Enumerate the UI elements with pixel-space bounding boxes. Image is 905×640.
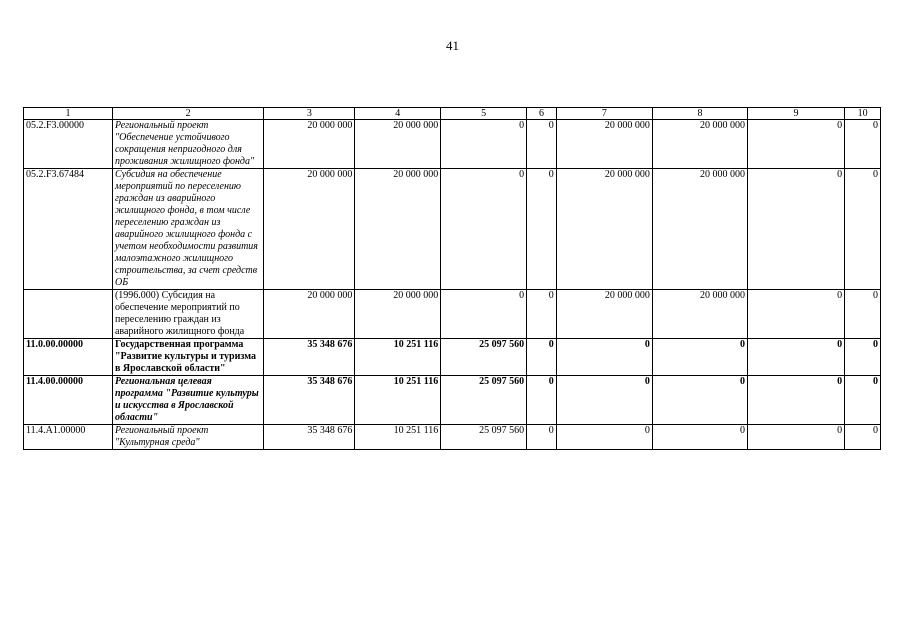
table-row [24, 169, 881, 290]
row-value: 20 000 000 [355, 290, 441, 339]
row-value: 0 [845, 425, 881, 450]
row-value: 0 [845, 339, 881, 376]
row-value: 0 [747, 376, 844, 425]
table-row [24, 339, 881, 376]
row-value: 20 000 000 [652, 290, 747, 339]
row-value: 20 000 000 [264, 169, 355, 290]
column-header: 1 [24, 108, 113, 120]
row-value: 20 000 000 [652, 120, 747, 169]
column-header: 10 [845, 108, 881, 120]
row-value: 0 [747, 339, 844, 376]
row-value: 0 [441, 290, 527, 339]
row-value: 0 [652, 376, 747, 425]
table-row [24, 425, 881, 450]
row-value: 0 [652, 339, 747, 376]
row-value: 35 348 676 [264, 376, 355, 425]
row-name: Региональный проект "Обеспечение устойчивого сокращения непригодного для проживания жилищного фонда" [112, 120, 263, 169]
row-value: 25 097 560 [441, 339, 527, 376]
row-value: 20 000 000 [556, 120, 652, 169]
row-value: 20 000 000 [652, 169, 747, 290]
row-name: (1996.000) Субсидия на обеспечение мероприятий по переселению граждан из аварийного жилищного фонда [112, 290, 263, 339]
row-value: 35 348 676 [264, 425, 355, 450]
row-value: 25 097 560 [441, 425, 527, 450]
row-value: 0 [747, 425, 844, 450]
row-value: 0 [527, 290, 557, 339]
row-value: 20 000 000 [264, 290, 355, 339]
column-header: 5 [441, 108, 527, 120]
page-number: 41 [446, 38, 459, 53]
table-row [24, 376, 881, 425]
table-row [24, 120, 881, 169]
row-value: 0 [441, 120, 527, 169]
row-value: 0 [845, 376, 881, 425]
row-code: 11.0.00.00000 [24, 339, 113, 376]
column-header: 4 [355, 108, 441, 120]
row-value: 20 000 000 [264, 120, 355, 169]
row-code [24, 290, 113, 339]
row-code: 11.4.00.00000 [24, 376, 113, 425]
row-value: 0 [441, 169, 527, 290]
row-value: 0 [527, 376, 557, 425]
row-value: 0 [527, 120, 557, 169]
row-value: 0 [556, 376, 652, 425]
row-value: 20 000 000 [355, 120, 441, 169]
row-value: 0 [747, 169, 844, 290]
row-value: 0 [845, 120, 881, 169]
row-value: 25 097 560 [441, 376, 527, 425]
row-value: 35 348 676 [264, 339, 355, 376]
row-name: Государственная программа "Развитие культуры и туризма в Ярославской области" [112, 339, 263, 376]
column-header: 8 [652, 108, 747, 120]
column-header: 2 [112, 108, 263, 120]
row-name: Региональный проект "Культурная среда" [112, 425, 263, 450]
row-value: 0 [845, 169, 881, 290]
row-value: 0 [556, 425, 652, 450]
row-value: 0 [747, 120, 844, 169]
row-value: 0 [527, 339, 557, 376]
column-header: 3 [264, 108, 355, 120]
row-value: 0 [845, 290, 881, 339]
row-value: 0 [527, 425, 557, 450]
column-header: 7 [556, 108, 652, 120]
row-value: 20 000 000 [556, 290, 652, 339]
row-value: 10 251 116 [355, 425, 441, 450]
header-row [24, 108, 881, 120]
column-header: 9 [747, 108, 844, 120]
row-value: 20 000 000 [556, 169, 652, 290]
row-code: 05.2.F3.67484 [24, 169, 113, 290]
row-name: Субсидия на обеспечение мероприятий по переселению граждан из аварийного жилищного фонда, в том числе переселению граждан из аварийного жилищного фонда с учетом необходимости развития малоэтажного жилищного строительства, за счет средств ОБ [112, 169, 263, 290]
row-name: Региональная целевая программа "Развитие культуры и искусства в Ярославской области" [112, 376, 263, 425]
row-code: 11.4.A1.00000 [24, 425, 113, 450]
row-code: 05.2.F3.00000 [24, 120, 113, 169]
row-value: 20 000 000 [355, 169, 441, 290]
column-header: 6 [527, 108, 557, 120]
row-value: 10 251 116 [355, 339, 441, 376]
row-value: 0 [556, 339, 652, 376]
row-value: 10 251 116 [355, 376, 441, 425]
row-value: 0 [527, 169, 557, 290]
table-row [24, 290, 881, 339]
row-value: 0 [747, 290, 844, 339]
row-value: 0 [652, 425, 747, 450]
budget-table [23, 107, 881, 450]
